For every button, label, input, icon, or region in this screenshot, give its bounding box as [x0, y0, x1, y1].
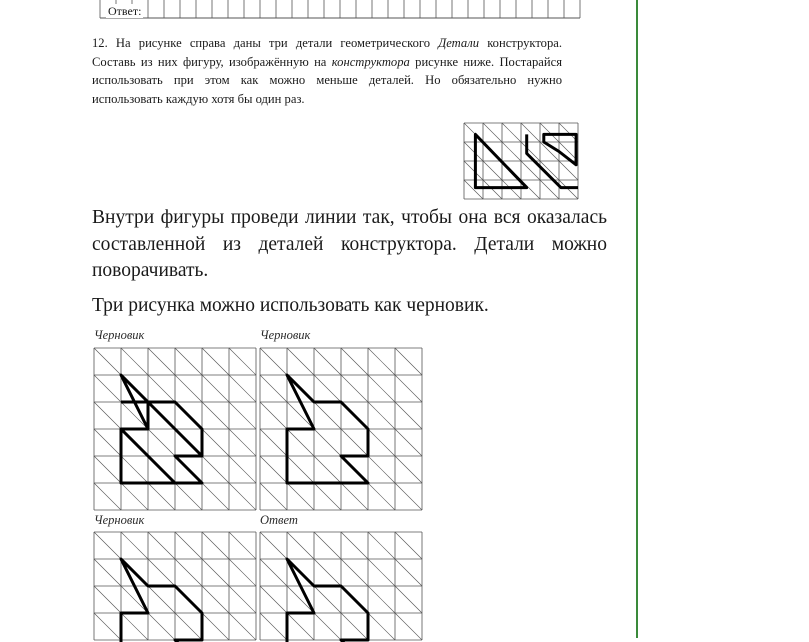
grid-1-caption: Черновик — [94, 328, 145, 342]
grid-diagonal — [395, 456, 422, 483]
grid-diagonal — [368, 483, 395, 510]
grid-diagonal — [202, 532, 229, 559]
grid-diagonal — [464, 142, 483, 161]
grid-diagonal — [202, 375, 229, 402]
grid-diagonal — [121, 532, 148, 559]
grid-diagonal — [260, 613, 287, 640]
grid-diagonal — [260, 559, 287, 586]
grid-diagonal — [94, 456, 121, 483]
grid-diagonal — [229, 348, 256, 375]
grid-diagonal — [368, 375, 395, 402]
constructor-pieces-figure — [464, 123, 586, 201]
grid-diagonal — [229, 613, 256, 640]
grid-diagonal — [202, 586, 229, 613]
grid-diagonal — [287, 613, 314, 640]
grid-diagonal — [395, 375, 422, 402]
grid-diagonal — [502, 142, 521, 161]
figure-outline — [121, 559, 202, 642]
page-border-line — [636, 0, 638, 638]
grid-diagonal — [502, 123, 521, 142]
grid-diagonal — [175, 483, 202, 510]
grid-diagonal — [260, 532, 287, 559]
task-italic-details: Детали — [438, 36, 480, 50]
grid-diagonal — [341, 429, 368, 456]
grid-diagonal — [559, 180, 578, 199]
grid-diagonal — [260, 348, 287, 375]
grid-diagonal — [395, 348, 422, 375]
grid-diagonal — [341, 375, 368, 402]
grid-diagonal — [94, 402, 121, 429]
grid-diagonal — [368, 402, 395, 429]
answer-grid[interactable] — [260, 532, 422, 642]
task-italic-constructor: конструктора — [331, 54, 410, 69]
grid-diagonal — [287, 402, 314, 429]
instruction-text: Внутри фигуры проведи линии так, чтобы она вся оказалась составленной из деталей конструктора. Детали можно поворачивать. — [92, 207, 607, 281]
grid-diagonal — [229, 483, 256, 510]
figure-outline — [287, 559, 368, 642]
grid-diagonal — [175, 532, 202, 559]
grid-diagonal — [502, 180, 521, 199]
grid-diagonal — [287, 483, 314, 510]
grid-diagonal — [148, 613, 175, 640]
grid-diagonal — [94, 429, 121, 456]
grid-diagonal — [121, 586, 148, 613]
grid-diagonal — [314, 559, 341, 586]
grid-diagonal — [229, 456, 256, 483]
grid-diagonal — [368, 429, 395, 456]
grid-diagonal — [229, 532, 256, 559]
grid-diagonal — [464, 161, 483, 180]
task-text-part-2: конструктора. Составь из них фигуру, изображённую на — [92, 36, 563, 69]
grid-diagonal — [229, 559, 256, 586]
grid-diagonal — [368, 613, 395, 640]
grid-diagonal — [314, 429, 341, 456]
grid-diagonal — [314, 456, 341, 483]
grid-diagonal — [368, 348, 395, 375]
grid-diagonal — [94, 375, 121, 402]
grid-diagonal — [148, 586, 175, 613]
grid-diagonal — [395, 483, 422, 510]
grid-diagonal — [121, 402, 148, 429]
grid-diagonal — [341, 559, 368, 586]
grid-diagonal — [314, 613, 341, 640]
grid-diagonal — [287, 348, 314, 375]
grid-diagonal — [94, 348, 121, 375]
grid-diagonal — [148, 532, 175, 559]
grid-diagonal — [175, 613, 202, 640]
grid-diagonal — [121, 348, 148, 375]
grid-diagonal — [94, 586, 121, 613]
grid-diagonal — [94, 559, 121, 586]
draft-grid-1[interactable] — [94, 348, 256, 510]
grid-diagonal — [202, 348, 229, 375]
grid-diagonal — [148, 375, 175, 402]
grid-diagonal — [483, 180, 502, 199]
grid-diagonal — [368, 586, 395, 613]
grid-diagonal — [229, 402, 256, 429]
grid-diagonal — [314, 483, 341, 510]
draft-grid-2[interactable] — [260, 348, 422, 510]
grid-diagonal — [121, 456, 148, 483]
grid-diagonal — [483, 123, 502, 142]
grid-diagonal — [287, 532, 314, 559]
piece-trapezoid — [544, 134, 576, 164]
grid-diagonal — [314, 402, 341, 429]
grid-diagonal — [260, 483, 287, 510]
task-text-part-1: 12. На рисунке справа даны три детали геометрического — [92, 36, 439, 50]
task-12-text — [92, 34, 562, 108]
draft-note: Три рисунка можно использовать как черновик. — [92, 295, 489, 316]
grid-diagonal — [229, 586, 256, 613]
grid-diagonal — [341, 613, 368, 640]
grid-diagonal — [229, 429, 256, 456]
grid-diagonal — [314, 532, 341, 559]
grid-diagonal — [314, 586, 341, 613]
grid-diagonal — [395, 532, 422, 559]
grid-diagonal — [148, 559, 175, 586]
grid-diagonal — [341, 532, 368, 559]
grid-diagonal — [148, 483, 175, 510]
grid-diagonal — [260, 586, 287, 613]
grid-diagonal — [287, 456, 314, 483]
grid-diagonal — [260, 375, 287, 402]
grid-diagonal — [395, 429, 422, 456]
grid-diagonal — [94, 532, 121, 559]
grid-diagonal — [368, 456, 395, 483]
grid-diagonal — [202, 402, 229, 429]
grid-diagonal — [368, 532, 395, 559]
grid-3-caption: Черновик — [94, 513, 145, 527]
grid-diagonal — [202, 429, 229, 456]
grid-diagonal — [148, 348, 175, 375]
grid-diagonal — [121, 483, 148, 510]
grid-diagonal — [483, 161, 502, 180]
grid-diagonal — [287, 429, 314, 456]
grid-diagonal — [202, 559, 229, 586]
grid-diagonal — [464, 180, 483, 199]
grid-2-caption: Черновик — [260, 328, 311, 342]
grid-diagonal — [341, 348, 368, 375]
grid-diagonal — [260, 402, 287, 429]
grid-diagonal — [121, 613, 148, 640]
grid-diagonal — [395, 613, 422, 640]
grid-diagonal — [202, 613, 229, 640]
grid-diagonal — [175, 375, 202, 402]
grid-diagonal — [395, 402, 422, 429]
grid-diagonal — [148, 429, 175, 456]
answer-input-grid[interactable] — [100, 0, 590, 20]
grid-diagonal — [287, 586, 314, 613]
grid-diagonal — [260, 429, 287, 456]
draft-grid-3[interactable] — [94, 532, 256, 642]
grid-diagonal — [260, 456, 287, 483]
grid-diagonal — [175, 559, 202, 586]
grid-diagonal — [368, 559, 395, 586]
grid-diagonal — [175, 348, 202, 375]
grid-4-caption: Ответ — [260, 513, 298, 527]
grid-diagonal — [395, 559, 422, 586]
grid-diagonal — [94, 613, 121, 640]
task-text-part-3: рисунке ниже. Постарайся использовать при этом как можно меньше деталей. Но обязательно нужно использовать каждую хотя бы один раз. — [92, 54, 562, 106]
grid-diagonal — [314, 348, 341, 375]
grid-diagonal — [314, 375, 341, 402]
grid-diagonal — [202, 456, 229, 483]
grid-diagonal — [521, 123, 540, 142]
grid-diagonal — [94, 483, 121, 510]
grid-diagonal — [202, 483, 229, 510]
grid-diagonal — [229, 375, 256, 402]
grid-diagonal — [395, 586, 422, 613]
grid-diagonal — [341, 483, 368, 510]
answer-label: Ответ: — [108, 4, 142, 18]
